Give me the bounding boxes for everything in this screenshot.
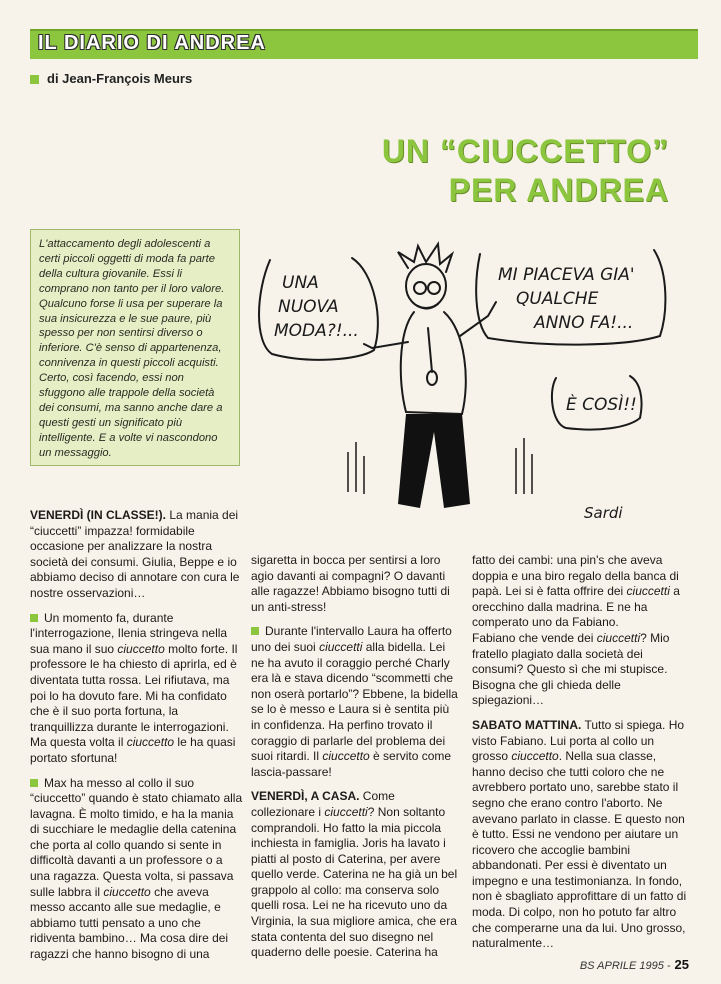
headline-line-1: UN “CIUCCETTO” (381, 133, 669, 169)
column-2 (251, 553, 461, 970)
paragraph: Durante l'intervallo Laura ha offerto uno dei suoi ciuccetti alla bidella. Lei ne ha avuto il coraggio perché Charly era là e stava dicendo “scommetti che non oserà portarlo”? Ebbene, la bidella se lo è messo e Laura si è sentita più in confidenza. Ha perfino trovato il coraggio di parlarle del problema dei suoi ritardi. Il ciuccetto è servito come lascia-passare! (251, 624, 458, 779)
bubble-left-line-2: NUOVA (278, 297, 339, 317)
issue-label: BS APRILE 1995 - (579, 960, 671, 972)
paragraph: SABATO MATTINA. Tutto si spiega. Ho visto Fabiano. Lui porta al collo un grosso ciuccetto. Nella sua classe, hanno deciso che tutti coloro che ne avrebbero portato uno, sarebbe stato il segno che erano contro l'aborto. Ne avevano parlato in classe. E questo non è tutto. Essi ne vendono per aiutare un ricovero che accoglie bambini abbandonati. Per essi è diventato un impegno e una testimonianza. In fondo, non è sbagliato approfittare di un fatto di moda. Di colpo, non ho potuto far altro che comperarne una da lui. Uno grosso, naturalmente… (472, 717, 687, 951)
bubble-right-line-1: MI PIACEVA GIA' (498, 265, 635, 285)
bubble-right-line-3: ANNO FA!... (534, 313, 634, 333)
paragraph: Fabiano che vende dei ciuccetti? Mio fratello plagiato dalla società dei consumi? Questo sì che mi stupisce. Bisogna che gli chieda delle spiegazioni… (472, 630, 670, 708)
bullet-square-icon (30, 779, 38, 787)
headline-line-2: PER ANDREA (448, 172, 669, 208)
paragraph: fatto dei cambi: una pin's che aveva doppia e una biro regalo della banca di papà. Lei si è fatta offrire dei ciuccetti a orecchino dalla madrina. E ne ha comperato uno da Fabiano. (472, 553, 680, 630)
paragraph: VENERDÌ, A CASA. Come collezionare i ciuccetti? Non soltanto comprandoli. Ho fatto la mia piccola inchiesta in famiglia. Joris ha lavato i piatti al posto di Caterina, per avere quello verde. Caterina ne ha già un bel grappolo al collo: ma conserva solo quelli rosa. Lei ne ha ricevuto uno da Virginia, la sua migliore amica, che era stata contenta del suo disegno nel quaderno delle poesie. Caterina ha (251, 789, 458, 960)
artist-signature: Sardi (584, 504, 623, 522)
intro-text: L'attaccamento degli adolescenti a certi piccoli oggetti di moda fa parte della cultura giovanile. Essi li comprano non tanto per il loro valore. Qualcuno forse li usa per superare la sua insicurezza e le sue paure, più spesso per non sentirsi diverso o inferiore. C'è senso di appartenenza, connivenza in questi piccoli acquisti. Certo, così facendo, essi non sfuggono alle trappole della società dei consumi, ma sanno anche dare a questi gesti un significato più intelligente. E a volte vi nascondono un messaggio. (39, 238, 225, 459)
paragraph: VENERDÌ (IN CLASSE!). La mania dei “ciuccetti” impazza! formidabile occasione per analizzare la nostra società dei consumi. Giulia, Beppe e io abbiamo deciso di annotare con cura le nostre osservazioni… (30, 508, 240, 600)
byline (30, 71, 192, 86)
intro-box (30, 229, 240, 466)
bubble-left-line-3: MODA?!... (274, 321, 359, 341)
column-1 (30, 508, 243, 972)
bubble-bottom-text: È COSÌ!! (566, 395, 637, 415)
paragraph: Max ha messo al collo il suo “ciuccetto” quando è stato chiamato alla lavagna. È molto timido, e ha la mania di succhiare le medaglie della catenina che porta al collo quando si sente in difficoltà davanti a un professore o a una ragazza. Questa volta, si passava sulle labbra il ciuccetto che aveva messo accanto alle sue medaglie, e abbiamo tutti pensato a uno che ridiventa bambino… Ma cosa dire dei ragazzi che hanno bisogno di una (30, 775, 243, 962)
paragraph: sigaretta in bocca per sentirsi a loro agio davanti ai compagni? O davanti alle ragazze! Abbiamo bisogno tutti di un anti-stress! (251, 553, 450, 614)
dateline: VENERDÌ, A CASA. (251, 789, 360, 804)
section-title: IL DIARIO DI ANDREA (38, 32, 266, 54)
page-number: 25 (674, 957, 689, 972)
bubble-right-line-2: QUALCHE (516, 289, 599, 309)
page-footer (580, 957, 689, 972)
bullet-square-icon (251, 627, 259, 635)
dateline: VENERDÌ (IN CLASSE!). (30, 508, 167, 522)
author: di Jean-François Meurs (47, 71, 193, 86)
cartoon-illustration (248, 232, 688, 532)
bullet-square-icon (30, 75, 39, 84)
dateline: SABATO MATTINA. (472, 717, 582, 732)
bubble-left-line-1: UNA (282, 273, 319, 293)
paragraph: Un momento fa, durante l'interrogazione, Ilenia stringeva nella sua mano il suo ciuccetto molto forte. Il professore le ha chiesto di aprirla, ed è diventata tutta rossa. Lei rifiutava, ma poi lo ha dovuto fare. Mi ha confidato che è il suo porta fortuna, la tranquillizza durante le interrogazioni. Ma questa volta il ciuccetto le ha quasi portato sfortuna! (30, 610, 238, 765)
column-3 (472, 553, 690, 961)
bullet-square-icon (30, 614, 38, 622)
section-banner (30, 29, 698, 59)
figure-trousers (398, 414, 470, 508)
headline (382, 132, 669, 210)
